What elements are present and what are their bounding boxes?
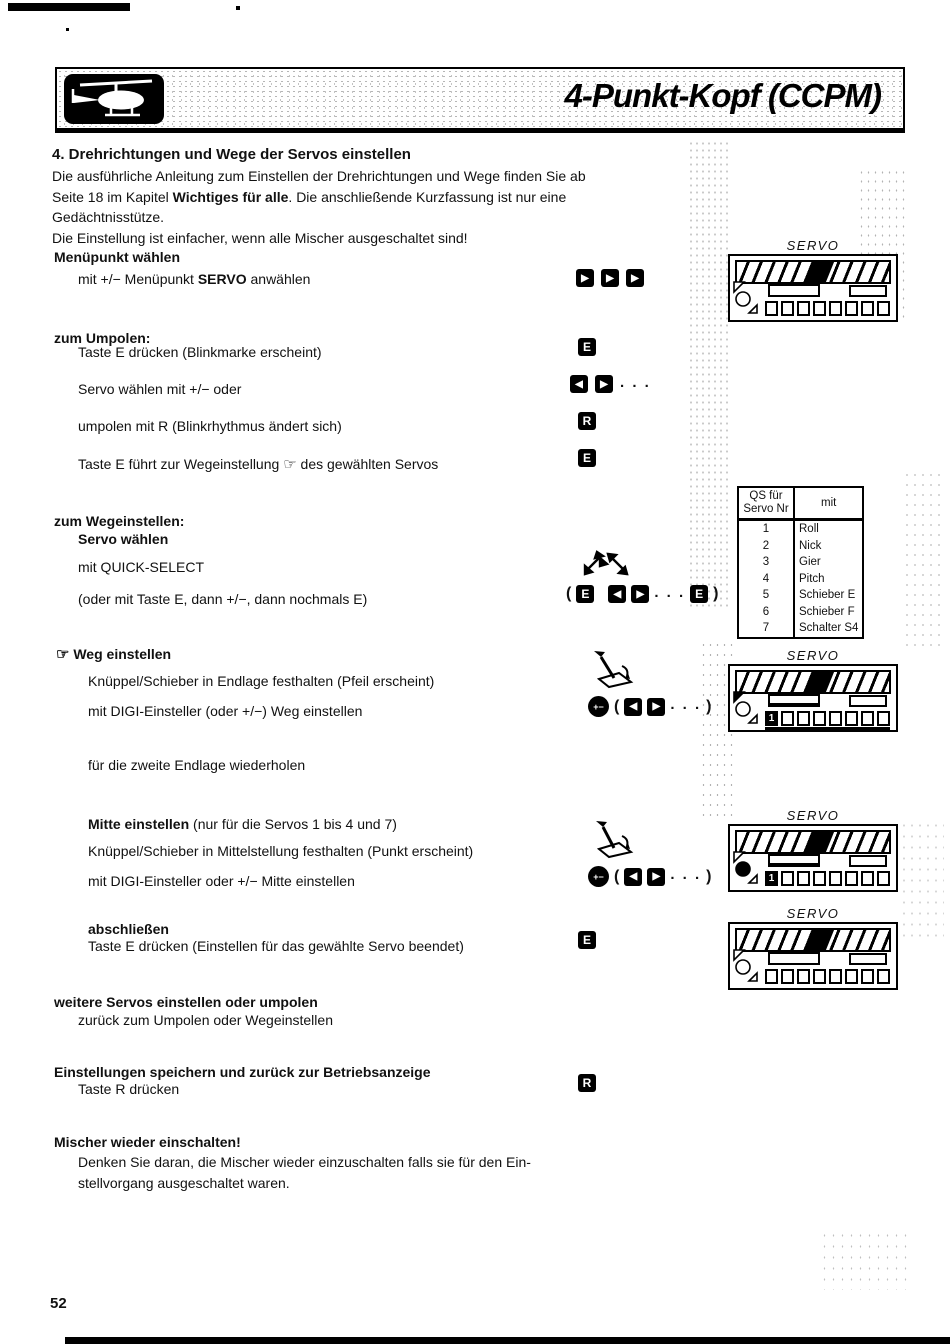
- intro-paragraph: [52, 166, 604, 228]
- paren-open: (: [614, 867, 620, 885]
- stick-center-icon: [592, 818, 634, 865]
- scan-dot: [66, 28, 69, 31]
- table-row: 4 Pitch: [738, 571, 863, 588]
- lcd-field-right: [849, 695, 887, 707]
- heading-wegeinstellen: zum Wegeinstellen:: [54, 513, 185, 529]
- ellipsis: . . .: [670, 696, 702, 713]
- key-e: [578, 449, 596, 467]
- plus-key-icon: ▶: [631, 585, 649, 603]
- digi-dial-icon: +−: [588, 866, 609, 887]
- lcd-display-weg: [728, 648, 898, 732]
- mischer-line1: Denken Sie daran, die Mischer wieder einzuschalten falls sie für den Ein-: [78, 1154, 531, 1170]
- lcd-dot-symbol: [732, 850, 760, 890]
- table-header-servo-nr: QS für Servo Nr: [738, 487, 794, 520]
- section-title: 4. Drehrichtungen und Wege der Servos einstellen: [52, 146, 411, 163]
- lcd-screen: [728, 922, 898, 990]
- step-weg-3: für die zweite Endlage wiederholen: [88, 757, 306, 773]
- intro-note: Die Einstellung ist einfacher, wenn alle Mischer ausgeschaltet sind!: [52, 230, 468, 246]
- table-row: 1 Roll: [738, 520, 863, 538]
- scan-noise: [900, 820, 944, 940]
- plus-key-icon: ▶: [626, 269, 644, 287]
- key-r: [578, 412, 596, 430]
- r-key-icon: R: [578, 412, 596, 430]
- lcd-label: SERVO: [786, 808, 840, 823]
- lcd-field-right: [849, 855, 887, 867]
- lcd-arrow-symbol: [732, 690, 760, 730]
- e-key-icon: E: [578, 449, 596, 467]
- minus-key-icon: ◀: [608, 585, 626, 603]
- key-row-digi-mitte: [588, 866, 712, 887]
- page-number: 52: [50, 1295, 67, 1312]
- minus-key-icon: ◀: [624, 698, 642, 716]
- key-e: [578, 931, 596, 949]
- sub-servo-waehlen: Servo wählen: [78, 531, 169, 547]
- mischer-line2: stellvorgang ausgeschaltet waren.: [78, 1175, 290, 1191]
- step-bold: SERVO: [197, 271, 247, 287]
- lcd-screen: [728, 664, 898, 732]
- intro-text: Die ausführliche Anleitung zum Einstellen der Drehrichtungen und Wege finden Sie ab Seite 18 im Kapitel: [52, 168, 586, 205]
- quick-select-icon: [583, 550, 629, 583]
- lcd-field-left: [768, 694, 820, 707]
- heading-rest: (nur für die Servos 1 bis 4 und 7): [189, 816, 397, 832]
- pointing-hand-icon: ☞: [283, 456, 297, 473]
- paren-open: (: [566, 585, 572, 602]
- step-wegeinstellen-alt: (oder mit Taste E, dann +/−, dann nochmals E): [78, 591, 368, 607]
- lcd-servo-cells: [765, 301, 890, 316]
- quickselect-servo-table: [737, 486, 864, 639]
- scan-bottom-bar: [65, 1337, 950, 1344]
- step-abschliessen: Taste E drücken (Einstellen für das gewählte Servo beendet): [88, 938, 464, 954]
- table-row: 7 Schalter S4: [738, 620, 863, 638]
- lcd-screen: [728, 824, 898, 892]
- heading-umpolen: zum Umpolen:: [54, 330, 151, 346]
- table-header-mit: mit: [794, 487, 863, 520]
- step-mitte-1: Knüppel/Schieber in Mittelstellung festhalten (Punkt erscheint): [88, 843, 474, 859]
- lcd-quickselect-symbol: [732, 948, 760, 988]
- e-key-icon: E: [578, 338, 596, 356]
- heading-text: Weg einstellen: [73, 646, 172, 662]
- step-quickselect: mit QUICK-SELECT: [78, 559, 205, 575]
- chapter-title: 4-Punkt-Kopf (CCPM): [564, 77, 881, 114]
- digi-dial-icon: +−: [588, 696, 609, 717]
- plus-key-icon: ▶: [647, 698, 665, 716]
- lcd-field-right: [849, 953, 887, 965]
- table-row: 3 Gier: [738, 554, 863, 571]
- helicopter-icon: [64, 74, 164, 124]
- step-text: Taste E führt zur Wegeinstellung: [78, 456, 284, 472]
- step-weg-2: mit DIGI-Einsteller (oder +/−) Weg einstellen: [88, 703, 363, 719]
- lcd-display-abschliessen: [728, 906, 898, 990]
- intro-text: . Die anschließende Kurzfassung ist nur eine Gedächtnisstütze.: [52, 188, 567, 225]
- table-row: 5 Schieber E: [738, 587, 863, 604]
- paren-open: (: [614, 697, 620, 715]
- lcd-field-left: [768, 952, 820, 965]
- heading-mitte: [88, 816, 397, 832]
- lcd-selected-servo: 1: [765, 711, 778, 726]
- step-umpolen-2: Servo wählen mit +/− oder: [78, 381, 242, 397]
- heading-speichern: Einstellungen speichern und zurück zur Betriebsanzeige: [54, 1064, 431, 1080]
- step-text: anwählen: [246, 271, 311, 287]
- lcd-field-left: [768, 854, 820, 867]
- lcd-servo-cells: [765, 969, 890, 984]
- stick-endpoint-icon: [592, 648, 634, 695]
- table-row: 2 Nick: [738, 538, 863, 555]
- step-menuepunkt: [78, 271, 310, 287]
- minus-key-icon: ◀: [570, 375, 588, 393]
- ellipsis: . . .: [620, 373, 651, 391]
- table-row: 6 Schieber F: [738, 604, 863, 621]
- step-weitere: zurück zum Umpolen oder Wegeinstellen: [78, 1012, 333, 1028]
- heading-bold: Mitte einstellen: [88, 816, 190, 832]
- step-umpolen-3: umpolen mit R (Blinkrhythmus ändert sich): [78, 418, 342, 434]
- pointing-hand-icon: ☞: [56, 646, 70, 663]
- paren-close: ): [713, 585, 719, 602]
- heading-menuepunkt: Menüpunkt wählen: [54, 249, 180, 265]
- lcd-label: SERVO: [786, 238, 840, 253]
- minus-key-icon: ◀: [624, 868, 642, 886]
- scan-corner-rule: [8, 3, 130, 11]
- plus-key-icon: ▶: [576, 269, 594, 287]
- plus-key-icon: ▶: [601, 269, 619, 287]
- e-key-icon: E: [690, 585, 708, 603]
- step-text: des gewählten Servos: [296, 456, 439, 472]
- step-umpolen-1: Taste E drücken (Blinkmarke erscheint): [78, 344, 322, 360]
- ellipsis: . . .: [654, 583, 686, 601]
- step-umpolen-4: [78, 455, 438, 473]
- plus-key-icon: ▶: [595, 375, 613, 393]
- lcd-servo-cells: [765, 711, 890, 730]
- scan-noise: [820, 1230, 910, 1290]
- key-row-menu: [576, 269, 644, 287]
- heading-abschliessen: abschließen: [88, 921, 169, 937]
- step-weg-1: Knüppel/Schieber in Endlage festhalten (Pfeil erscheint): [88, 673, 435, 689]
- scan-noise: [903, 470, 943, 650]
- e-key-icon: E: [578, 931, 596, 949]
- step-text: mit +/− Menüpunkt: [78, 271, 198, 287]
- lcd-label: SERVO: [786, 906, 840, 921]
- lcd-screen: [728, 254, 898, 322]
- heading-weitere: weitere Servos einstellen oder umpolen: [54, 994, 318, 1010]
- lcd-quickselect-symbol: [732, 280, 760, 320]
- plus-key-icon: ▶: [647, 868, 665, 886]
- key-row-digi-weg: [588, 696, 712, 717]
- r-key-icon: R: [578, 1074, 596, 1092]
- step-mitte-2: mit DIGI-Einsteller oder +/− Mitte einstellen: [88, 873, 355, 889]
- chapter-banner: [55, 67, 905, 133]
- key-e: [578, 338, 596, 356]
- lcd-servo-cells: [765, 871, 890, 886]
- scan-dot: [236, 6, 240, 10]
- paren-close: ): [706, 697, 712, 715]
- heading-weg-einstellen: [56, 645, 171, 663]
- key-row-alt-select: [566, 585, 719, 603]
- lcd-label: SERVO: [786, 648, 840, 663]
- ellipsis: . . .: [670, 866, 702, 883]
- lcd-selected-servo: 1: [765, 871, 778, 886]
- step-speichern: Taste R drücken: [78, 1081, 180, 1097]
- heading-mischer: Mischer wieder einschalten!: [54, 1134, 241, 1150]
- intro-bold-ref: Wichtiges für alle: [172, 188, 289, 205]
- key-r: [578, 1074, 596, 1092]
- paren-close: ): [706, 867, 712, 885]
- key-row-select-servo: [570, 375, 651, 393]
- lcd-field-left: [768, 284, 820, 297]
- e-key-icon: E: [576, 585, 594, 603]
- lcd-display-mitte: [728, 808, 898, 892]
- lcd-display-servo-menu: [728, 238, 898, 322]
- scan-noise: [688, 140, 730, 610]
- lcd-field-right: [849, 285, 887, 297]
